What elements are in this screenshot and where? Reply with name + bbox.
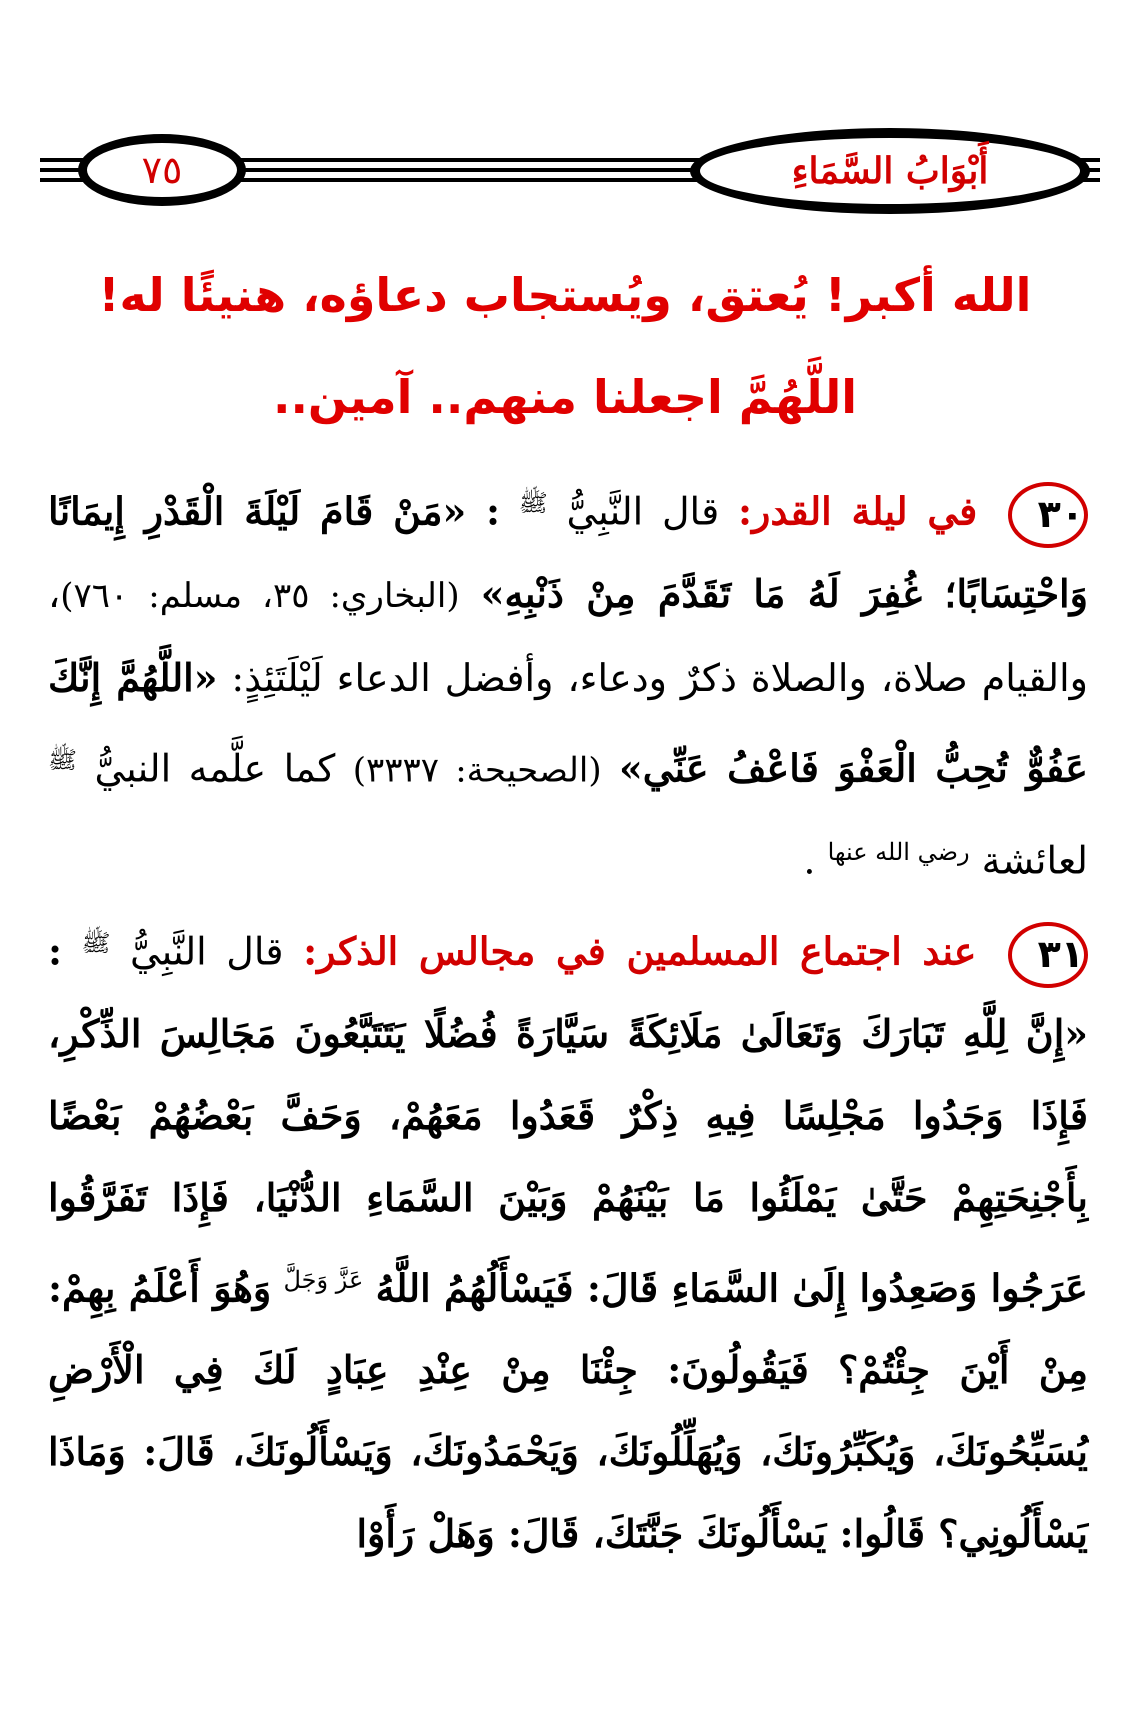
section-30-intro: قال النَّبِيُّ bbox=[566, 489, 720, 534]
dua-text: «اللَّهُمَّ إِنَّكَ عَفُوٌّ تُحِبُّ الْعَفْوَ فَاعْفُ عَنِّي» bbox=[48, 654, 1088, 791]
body-text bbox=[48, 462, 1088, 1575]
section-title-30: في ليلة القدر: bbox=[738, 488, 978, 534]
section-30-end: . bbox=[803, 838, 816, 883]
section-30-text3: كما علَّمه النبيُّ bbox=[94, 746, 336, 791]
hadith-text-31: : «إِنَّ لِلَّهِ تَبَارَكَ وَتَعَالَىٰ مَلَائِكَةً سَيَّارَةً فُضُلًا يَتَتَبَّعُونَ مَجَالِسَ الذِّكْرِ، فَإِذَا وَجَدُوا مَجْلِسًا فِيهِ ذِكْرٌ قَعَدُوا مَعَهُمْ، وَحَفَّ بَعْضُهُمْ بَعْضًا بِأَجْنِحَتِهِمْ حَتَّىٰ يَمْلَئُوا مَا بَيْنَهُمْ وَبَيْنَ السَّمَاءِ الدُّنْيَا، فَإِذَا تَفَرَّقُوا عَرَجُوا وَصَعِدُوا إِلَىٰ السَّمَاءِ قَالَ: فَيَسْأَلُهُمُ اللَّهُ bbox=[48, 928, 1088, 1311]
hadith-text-31b: وَهُوَ أَعْلَمُ بِهِمْ: مِنْ أَيْنَ جِئْتُمْ؟ فَيَقُولُونَ: جِئْنَا مِنْ عِنْدِ عِبَادٍ لَكَ فِي الْأَرْضِ يُسَبِّحُونَكَ، وَيُكَبِّرُونَكَ، وَيُهَلِّلُونَكَ، وَيَحْمَدُونَكَ، وَيَسْأَلُونَكَ، قَالَ: وَمَاذَا يَسْأَلُونِي؟ قَالُوا: يَسْأَلُونَكَ جَنَّتَكَ، قَالَ: وَهَلْ رَأَوْا bbox=[48, 1265, 1088, 1557]
section-title-31: عند اجتماع المسلمين في مجالس الذكر: bbox=[303, 928, 977, 974]
salawat-honorific-3: ﷺ bbox=[81, 928, 111, 957]
section-31-intro: قال النَّبِيُّ bbox=[130, 929, 284, 974]
citation-30b: (الصحيحة: ٣٣٣٧) bbox=[352, 750, 602, 791]
section-30-text2: ، والقيام صلاة، والصلاة ذكرٌ ودعاء، وأفضل الدعاء لَيْلَتَئِذٍ: bbox=[48, 571, 1088, 700]
headline-line-2: اللَّهُمَّ اجعلنا منهم.. آمين.. bbox=[272, 370, 858, 424]
page-number-oval bbox=[78, 134, 246, 206]
salawat-honorific-2: ﷺ bbox=[48, 745, 77, 774]
section-number-30: ٣٠ bbox=[1008, 482, 1088, 548]
section-30-text4: لعائشة bbox=[981, 838, 1088, 883]
headline-line-1: الله أكبر! يُعتق، ويُستجاب دعاؤه، هنيئًا له! bbox=[98, 268, 1032, 322]
page-header bbox=[40, 120, 1100, 230]
book-title-oval bbox=[690, 128, 1090, 214]
section-number-31: ٣١ bbox=[1008, 922, 1088, 988]
page-number: ٧٥ bbox=[141, 148, 183, 192]
book-title: أَبْوَابُ السَّمَاءِ bbox=[791, 150, 989, 192]
azza-wajal-honorific: عَزَّ وَجَلَّ bbox=[283, 1265, 364, 1294]
citation-30: (البخاري: ٣٥، مسلم: ٧٦٠) bbox=[60, 575, 460, 616]
section-30 bbox=[48, 462, 1088, 902]
section-31 bbox=[48, 902, 1088, 1575]
salawat-honorific: ﷺ bbox=[518, 489, 548, 517]
radiya-honorific: رضي الله عنها bbox=[827, 838, 970, 867]
hadith-text-30: : «مَنْ قَامَ لَيْلَةَ الْقَدْرِ إِيمَانًا وَاحْتِسَابًا؛ غُفِرَ لَهُ مَا تَقَدَّمَ مِنْ ذَنْبِهِ» bbox=[48, 488, 1088, 616]
